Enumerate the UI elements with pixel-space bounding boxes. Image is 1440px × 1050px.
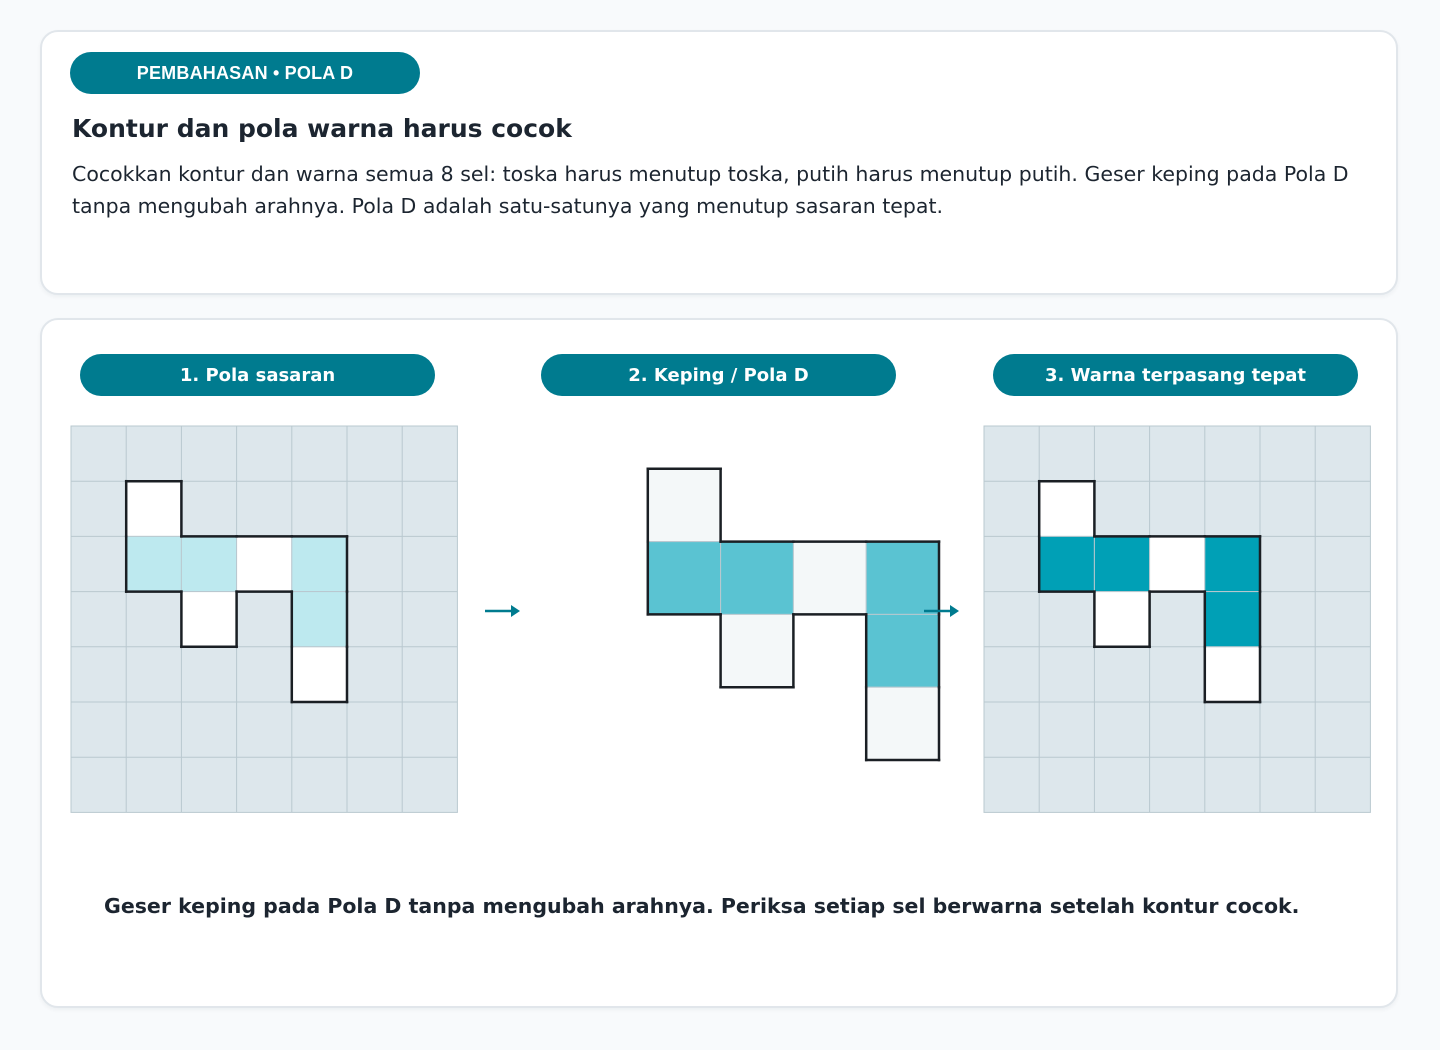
cell-white	[1150, 536, 1205, 591]
arrow-right-icon	[485, 605, 520, 617]
explanation-text: Cocokkan kontur dan warna semua 8 sel: toska harus menutup toska, putih harus menutup putih. Geser keping pada Pola D tanpa mengubah arahnya. Pola D adalah satu-satunya yang menutup sasaran tepat.	[72, 162, 1349, 218]
cell-white	[648, 469, 721, 542]
cell-teal	[1039, 536, 1094, 591]
explanation-card	[40, 30, 1398, 295]
piece-pattern-d	[648, 469, 939, 760]
cell-white	[1094, 592, 1149, 647]
cell-white	[181, 592, 236, 647]
diagram-card	[40, 318, 1398, 1008]
cell-white	[721, 614, 794, 687]
cell-teal	[866, 542, 939, 615]
cell-teal	[866, 614, 939, 687]
cell-white	[1205, 647, 1260, 702]
step-2-label: 2. Keping / Pola D	[541, 354, 896, 396]
cell-white	[1039, 481, 1094, 536]
section-badge: PEMBAHASAN • POLA D	[70, 52, 420, 94]
arrow-head	[950, 605, 959, 617]
cell-teal	[292, 536, 347, 591]
step-1-label: 1. Pola sasaran	[80, 354, 435, 396]
instruction-caption: Geser keping pada Pola D tanpa mengubah arahnya. Periksa setiap sel berwarna setelah kontur cocok.	[104, 894, 1300, 918]
cell-teal	[648, 542, 721, 615]
cell-teal	[1205, 592, 1260, 647]
step-3-label: 3. Warna terpasang tepat	[993, 354, 1358, 396]
explanation-title: Kontur dan pola warna harus cocok	[72, 114, 572, 143]
cell-teal	[1205, 536, 1260, 591]
cell-teal	[1094, 536, 1149, 591]
cell-white	[292, 647, 347, 702]
cell-teal	[721, 542, 794, 615]
cell-white	[126, 481, 181, 536]
cell-teal	[126, 536, 181, 591]
cell-white	[237, 536, 292, 591]
cell-white	[866, 687, 939, 760]
cell-white	[793, 542, 866, 615]
cell-teal	[292, 592, 347, 647]
cell-teal	[181, 536, 236, 591]
arrow-head	[511, 605, 520, 617]
